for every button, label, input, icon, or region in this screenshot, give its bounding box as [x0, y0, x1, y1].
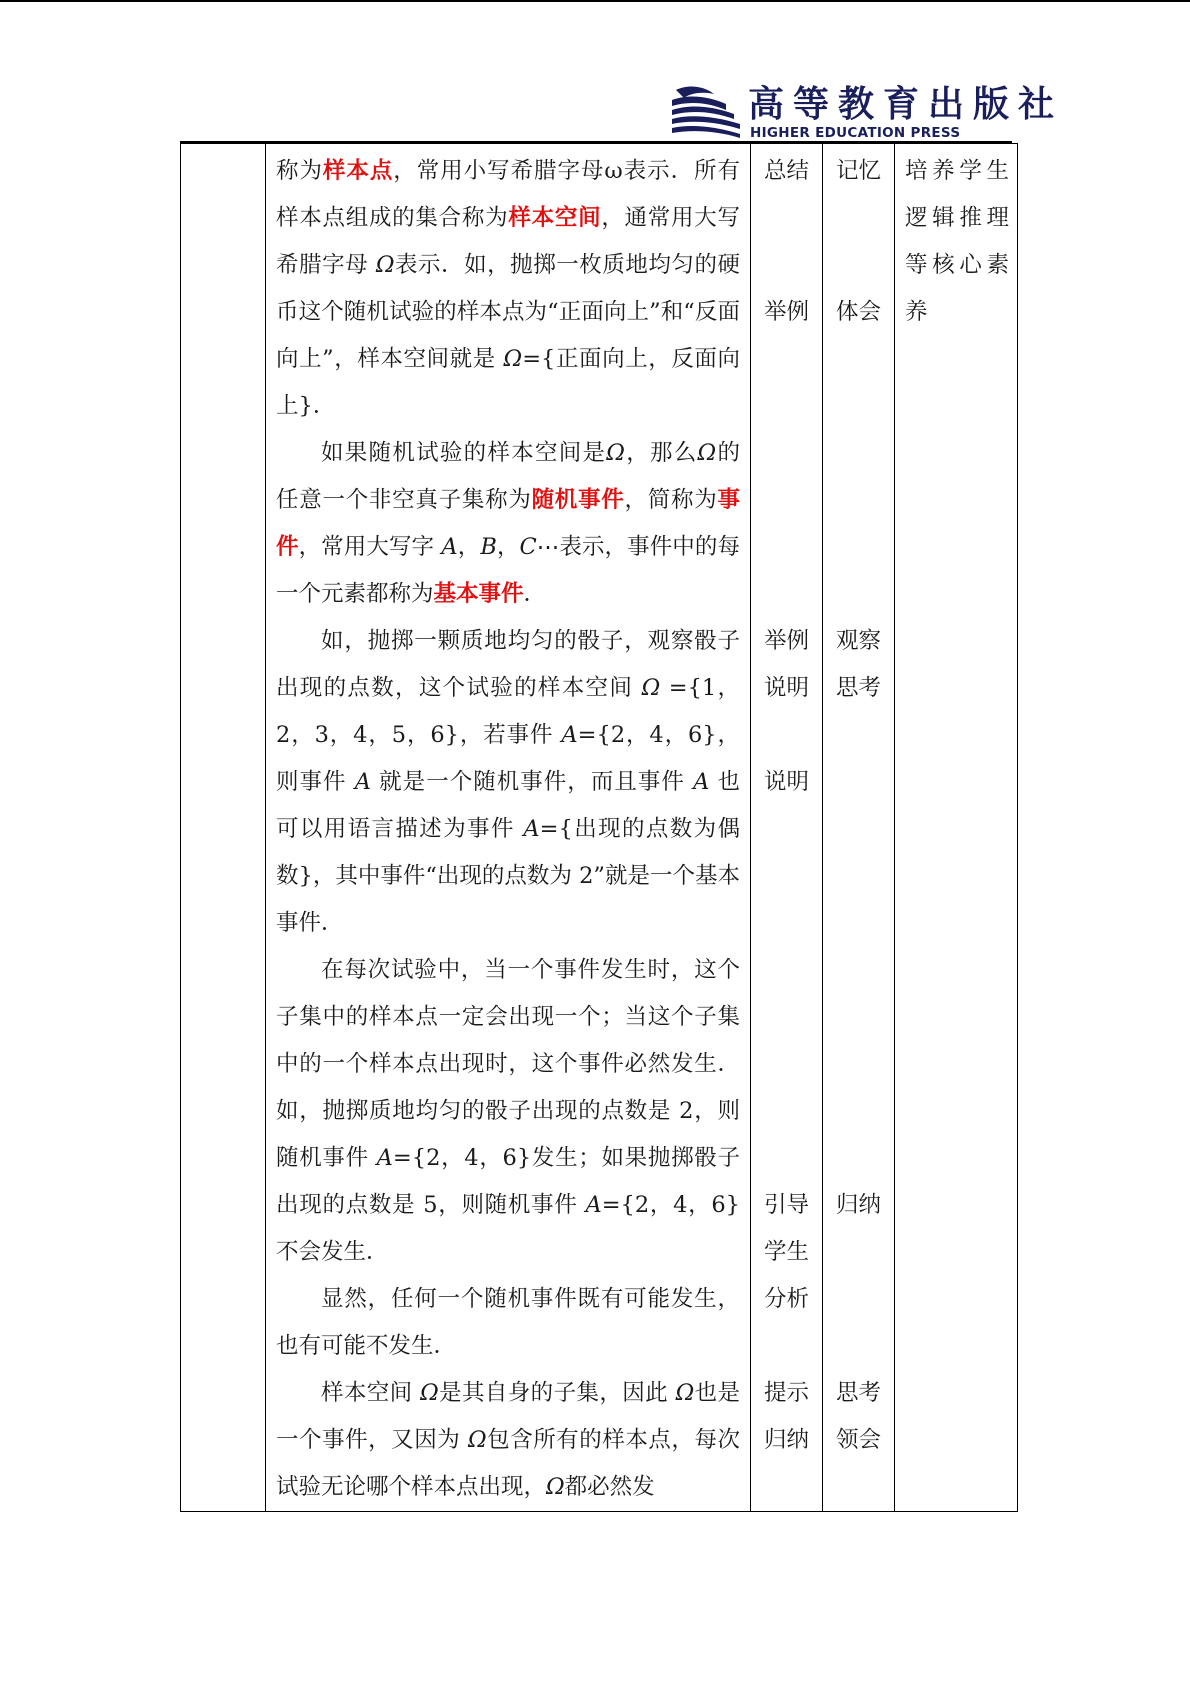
- text-run: 也可以用语言描述为事件: [276, 769, 740, 842]
- text-run: ，: [457, 534, 481, 560]
- math-symbol: Ω: [697, 440, 717, 466]
- teacher-item: 说明: [763, 675, 809, 701]
- table-row: [181, 144, 1018, 1512]
- content-paragraph: [276, 947, 740, 1276]
- student-item: 归纳: [835, 1192, 881, 1218]
- student-item: 思考: [835, 675, 881, 701]
- student-item: 思考: [835, 1380, 881, 1406]
- teacher-item: 引导: [763, 1192, 809, 1218]
- text-run: ．: [523, 581, 547, 607]
- student-item: 记忆: [835, 158, 881, 184]
- text-run: ⋯表示，事件中的每一个元素都称为: [276, 534, 740, 607]
- text-run: ={2，4，6}，则事件: [276, 722, 740, 795]
- key-term: 样本空间: [508, 205, 602, 231]
- student-item: 领会: [835, 1427, 881, 1453]
- math-symbol: A: [441, 534, 458, 560]
- lesson-plan-table: [180, 143, 1018, 1512]
- text-run: 是其自身的子集，因此: [438, 1380, 676, 1406]
- teacher-item: 总结: [763, 158, 809, 184]
- math-symbol: C: [519, 534, 537, 560]
- math-symbol: A: [693, 769, 710, 795]
- text-run: 都必然发: [564, 1474, 655, 1500]
- text-run: 显然，任何一个随机事件既有可能发生，也有可能不发生．: [276, 1286, 740, 1359]
- content-paragraph: [276, 618, 740, 947]
- teacher-item: 举例: [763, 628, 809, 654]
- publisher-logo: [668, 83, 1064, 141]
- stage-column-cell: [181, 144, 266, 1512]
- teacher-item: 归纳: [763, 1427, 809, 1453]
- text-run: 样本空间: [321, 1380, 421, 1406]
- math-symbol: Ω: [503, 346, 523, 372]
- math-symbol: Ω: [467, 1427, 487, 1453]
- math-symbol: Ω: [641, 675, 661, 701]
- books-logo-icon: [668, 84, 744, 140]
- text-run: ，: [496, 534, 520, 560]
- math-symbol: A: [354, 769, 371, 795]
- text-run: 称为: [276, 158, 323, 184]
- math-symbol: Ω: [546, 1474, 565, 1500]
- teaching-content: [266, 144, 750, 1511]
- text-run: 如果随机试验的样本空间是: [321, 440, 607, 466]
- teacher-item: 举例: [763, 299, 809, 325]
- text-run: 在每次试验中，当一个事件发生时，这个子集中的样本点一定会出现一个；当这个子集中的一个样本点出现时，这个事件必然发生．如，抛掷质地均匀的骰子出现的点数是 2，则随机事件: [276, 957, 740, 1171]
- publisher-name-en: HIGHER EDUCATION PRESS: [750, 125, 961, 141]
- text-run: 表示．如，抛掷一枚质地均匀的硬币这个随机试验的样本点为“正面向上”和“反面向上”，样本空间就是: [276, 252, 740, 372]
- text-run: ={正面向上，反面向上}．: [276, 346, 741, 419]
- key-term: 随机事件: [531, 487, 625, 513]
- teacher-item: 说明: [763, 769, 809, 795]
- teacher-item: 分析: [763, 1286, 809, 1312]
- student-item: 观察: [835, 628, 881, 654]
- text-run: ={2，4，6}不会发生．: [276, 1192, 740, 1265]
- key-term: 事件: [276, 487, 740, 560]
- math-symbol: A: [376, 1145, 393, 1171]
- math-symbol: A: [585, 1192, 602, 1218]
- text-run: ={1，2，3，4，5，6}，若事件: [276, 675, 741, 748]
- publisher-name-cn: 高等教育出版社: [748, 83, 1064, 125]
- text-run: ，常用大写字: [298, 534, 442, 560]
- text-run: 的任意一个非空真子集称为: [276, 440, 740, 513]
- text-run: ，通常用大写希腊字母: [276, 205, 740, 278]
- text-run: ={出现的点数为偶数}，其中事件“出现的点数为 2”就是一个基本事件．: [276, 816, 741, 936]
- content-paragraph: [276, 1276, 740, 1370]
- math-symbol: Ω: [606, 440, 625, 466]
- teaching-goal: 培养学生逻辑推理等核心素养: [905, 158, 1009, 325]
- math-symbol: Ω: [675, 1380, 695, 1406]
- content-paragraph: [276, 148, 740, 430]
- student-activity-list: [823, 144, 894, 1504]
- student-item: 体会: [835, 299, 881, 325]
- teacher-activity-list: [751, 144, 822, 1504]
- content-paragraph: [276, 1370, 740, 1511]
- content-paragraph: [276, 430, 740, 618]
- text-run: ={2，4，6}发生；如果抛掷骰子出现的点数是 5，则随机事件: [276, 1145, 740, 1218]
- text-run: 包含所有的样本点，每次试验无论哪个样本点出现，: [276, 1427, 740, 1500]
- key-term: 样本点: [322, 158, 394, 184]
- teacher-item: 提示: [763, 1380, 809, 1406]
- text-run: 也是一个事件，又因为: [276, 1380, 740, 1453]
- math-symbol: A: [561, 722, 578, 748]
- math-symbol: Ω: [375, 252, 395, 278]
- teacher-activity-cell: [751, 144, 823, 1512]
- content-column-cell: [266, 144, 751, 1512]
- key-term: 基本事件: [433, 581, 524, 607]
- student-activity-cell: [823, 144, 895, 1512]
- text-run: 如，抛掷一颗质地均匀的骰子，观察骰子出现的点数，这个试验的样本空间: [276, 628, 740, 701]
- goal-column-cell: [895, 144, 1018, 1512]
- text-run: 就是一个随机事件，而且事件: [370, 769, 694, 795]
- math-symbol: A: [523, 816, 540, 842]
- math-symbol: B: [480, 534, 497, 560]
- text-run: ，常用小写希腊字母ω表示．所有样本点组成的集合称为: [276, 158, 740, 231]
- math-symbol: Ω: [420, 1380, 439, 1406]
- teacher-item: 学生: [763, 1239, 809, 1265]
- top-border-line: [0, 0, 1190, 2]
- text-run: ，那么: [624, 440, 698, 466]
- text-run: ，简称为: [624, 487, 718, 513]
